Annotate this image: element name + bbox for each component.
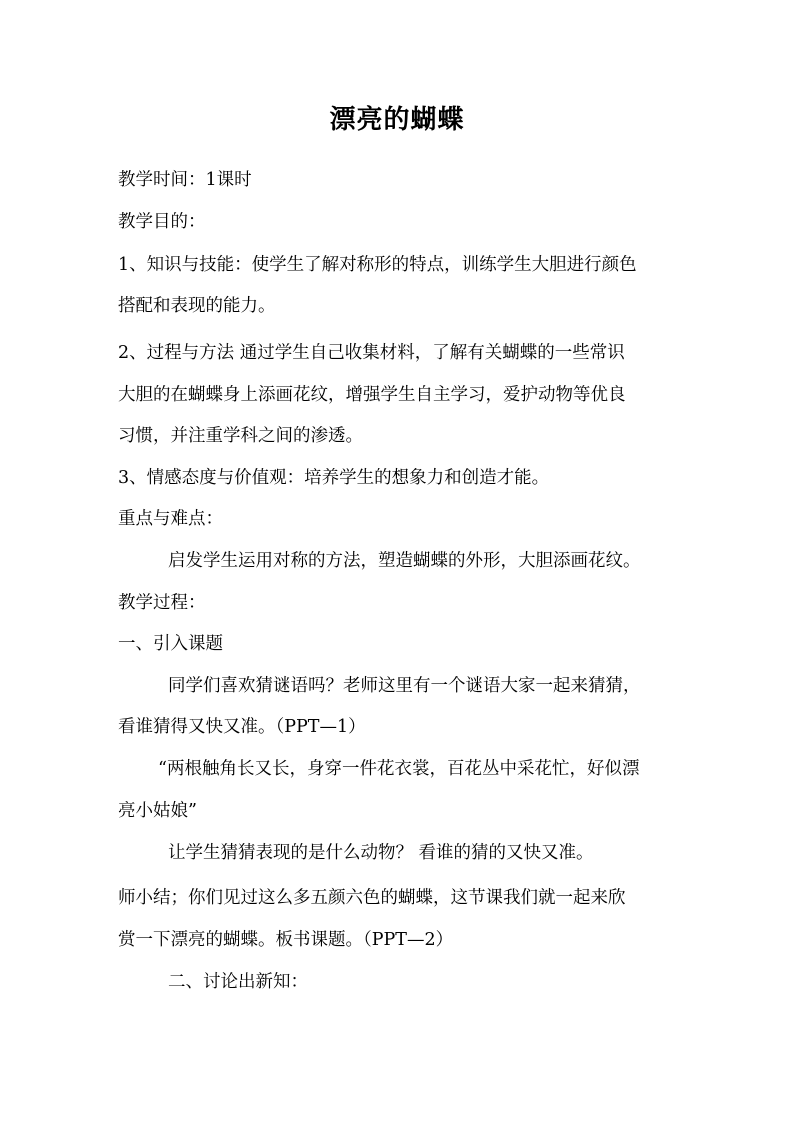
text-line-process-heading: 教学过程： [118,593,206,613]
text-line-riddle-b: 亮小姑娘” [118,801,197,821]
text-line-riddle-a: “两根触角长又长，身穿一件花衣裳，百花丛中采花忙，好似漂 [158,759,640,779]
text-line-summary-a: 师小结；你们见过这么多五颜六色的蝴蝶，这节课我们就一起来欣 [118,888,626,908]
text-line-objective-2b: 大胆的在蝴蝶身上添画花纹，增强学生自主学习，爱护动物等优良 [118,385,626,405]
text-line-section-1-heading: 一、引入课题 [118,634,223,654]
text-line-objective-2c: 习惯，并注重学科之间的渗透。 [118,426,363,446]
text-line-summary-b: 赏一下漂亮的蝴蝶。板书课题。（PPT—2） [118,930,454,950]
text-line-objective-2a: 2、过程与方法 通过学生自己收集材料，了解有关蝴蝶的一些常识 [118,343,625,363]
text-line-guess: 让学生猜猜表现的是什么动物？ 看谁的猜的又快又准。 [168,843,594,863]
text-line-objective-3: 3、情感态度与价值观：培养学生的想象力和创造才能。 [118,468,550,488]
text-line-teaching-time: 教学时间：1课时 [118,170,252,190]
text-line-key-points: 启发学生运用对称的方法，塑造蝴蝶的外形，大胆添画花纹。 [168,551,641,571]
text-line-riddle-intro-b: 看谁猜得又快又准。（PPT—1） [118,717,366,737]
text-line-objective-1b: 搭配和表现的能力。 [118,296,276,316]
document-title: 漂亮的蝴蝶 [329,105,465,135]
text-line-section-2-heading: 二、讨论出新知： [168,972,308,992]
text-line-riddle-intro-a: 同学们喜欢猜谜语吗？老师这里有一个谜语大家一起来猜猜， [168,676,641,696]
text-line-objectives-heading: 教学目的： [118,212,206,232]
text-line-key-points-heading: 重点与难点： [118,509,223,529]
text-line-objective-1a: 1、知识与技能：使学生了解对称形的特点，训练学生大胆进行颜色 [118,255,637,275]
